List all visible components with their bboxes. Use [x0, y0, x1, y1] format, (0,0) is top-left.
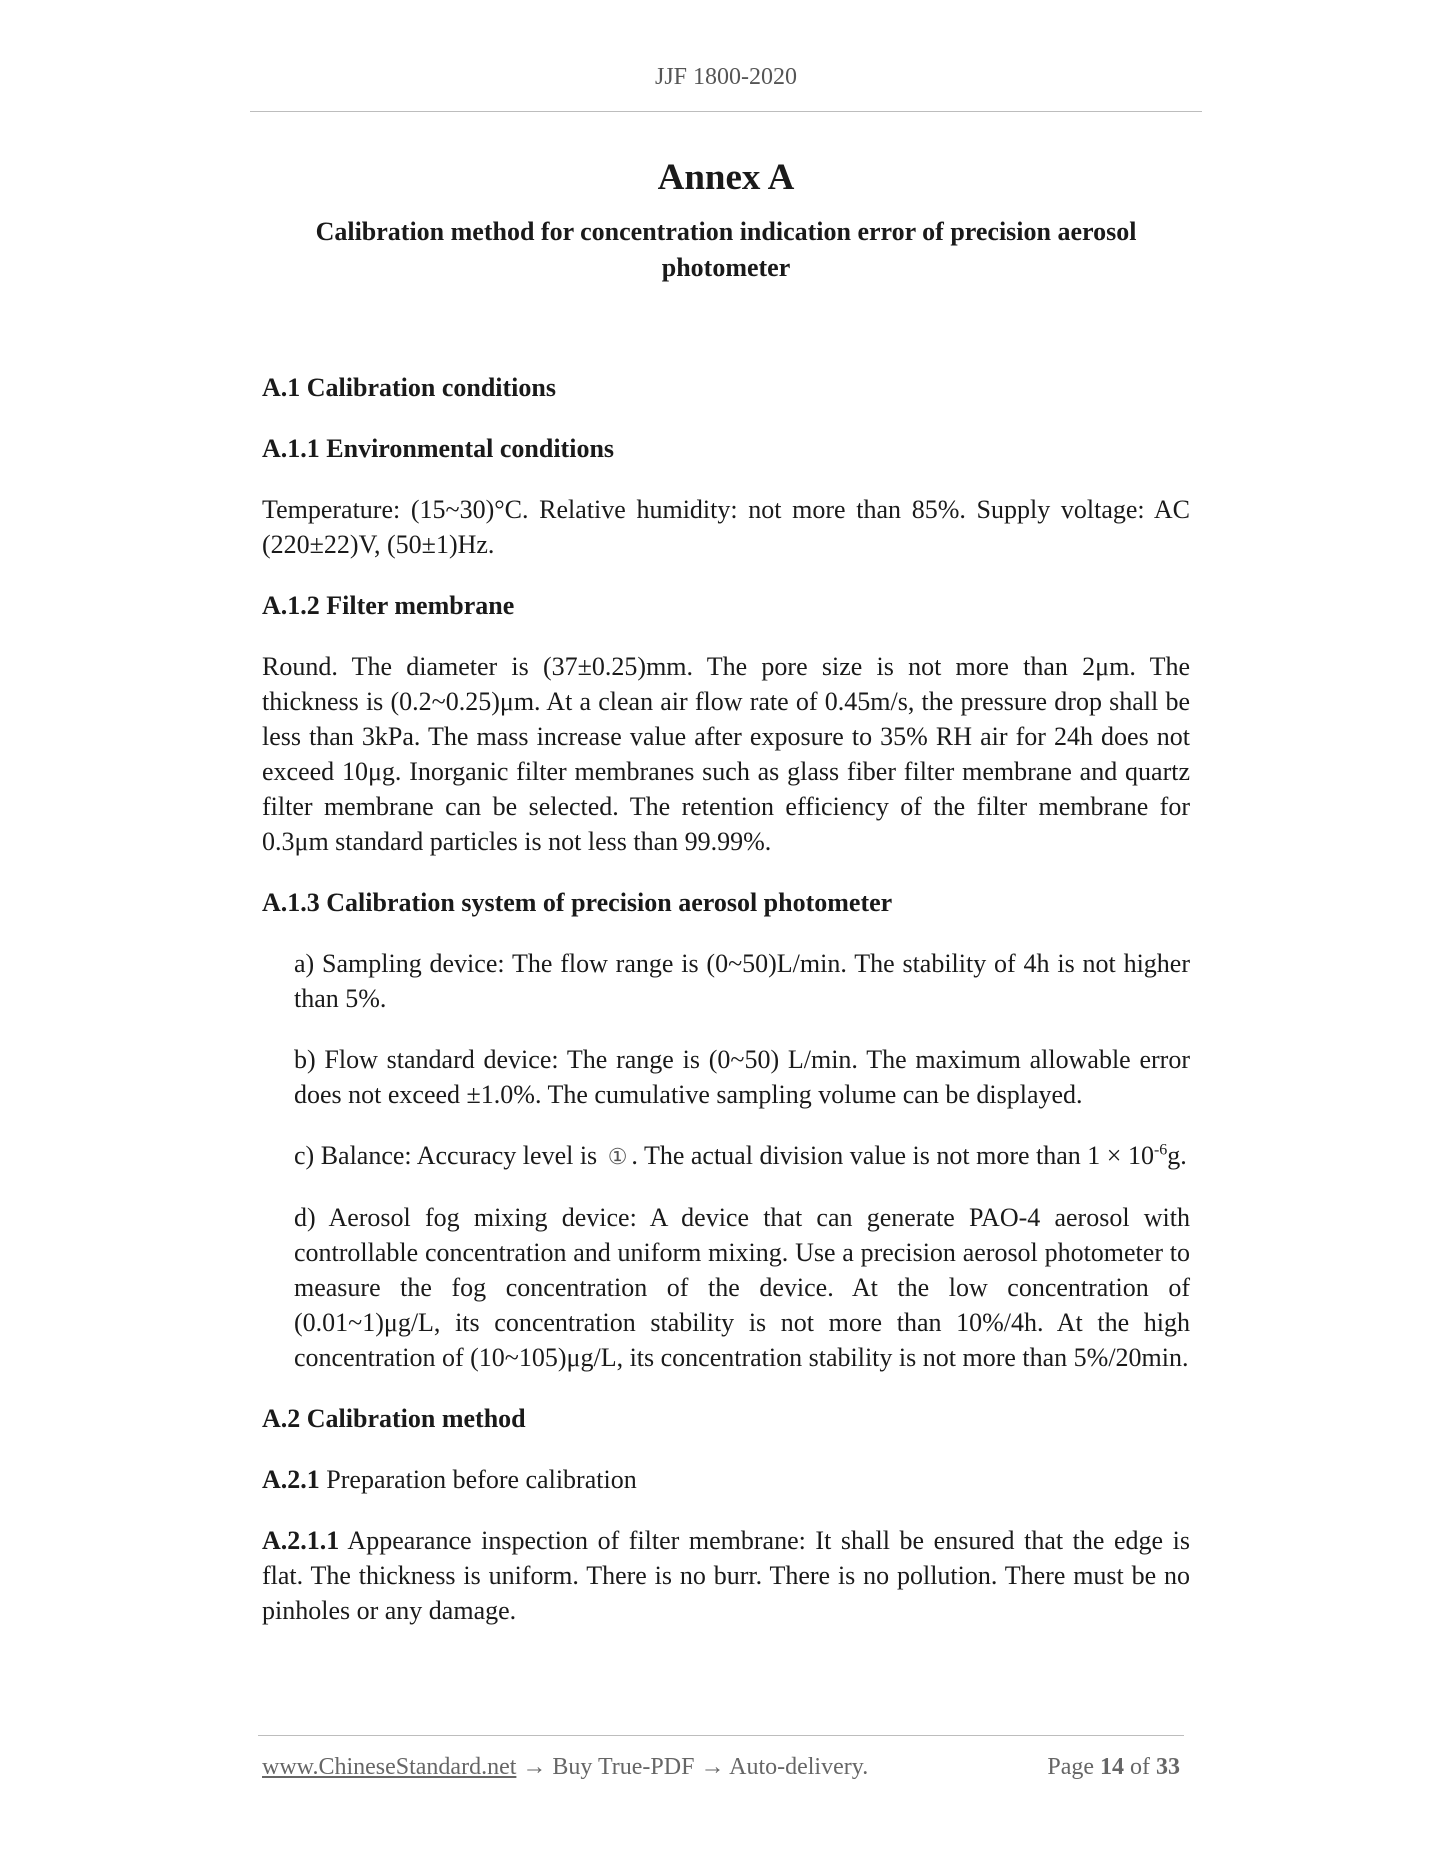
- section-heading-a2: A.2 Calibration method: [262, 1404, 526, 1433]
- list-item-flow-standard-device: b) Flow standard device: The range is (0~50) L/min. The maximum allowable error does not exceed ±1.0%. The cumulative sampling volume can be displayed.: [294, 1045, 1190, 1109]
- document-body: [262, 370, 1190, 1654]
- page-label: Page: [1047, 1754, 1094, 1780]
- annex-title: Annex A: [657, 157, 795, 198]
- footer-tagline: → Buy True-PDF → Auto-delivery.: [522, 1754, 869, 1780]
- page-number: 14: [1100, 1754, 1124, 1780]
- list-item-aerosol-mixing-device: d) Aerosol fog mixing device: A device that can generate PAO-4 aerosol with controllable concentration and uniform mixing. Use a precision aerosol photometer to measure the fog concentration of the device. At the low concentration of (0.01~1)μg/L, its concentration stability is not more than 10%/4h. At the high concentration of (10~105)μg/L, its concentration stability is not more than 5%/20min.: [294, 1203, 1190, 1372]
- paragraph-environmental: Temperature: (15~30)°C. Relative humidity: not more than 85%. Supply voltage: AC (220±22)V, (50±1)Hz.: [262, 495, 1190, 559]
- balance-text-start: c) Balance: Accuracy level is: [294, 1141, 598, 1170]
- paragraph-filter-membrane: Round. The diameter is (37±0.25)mm. The pore size is not more than 2μm. The thickness is (0.2~0.25)μm. At a clean air flow rate of 0.45m/s, the pressure drop shall be less than 3kPa. The mass increase value after exposure to 35% RH air for 24h does not exceed 10μg. Inorganic filter membranes such as glass fiber filter membrane and quartz filter membrane can be selected. The retention efficiency of the filter membrane for 0.3μm standard particles is not less than 99.99%.: [262, 652, 1190, 856]
- paragraph-a21: [262, 1462, 1190, 1497]
- balance-exponent: -6: [1153, 1141, 1168, 1159]
- annex-subtitle: Calibration method for concentration indication error of precision aerosol photometer: [315, 217, 1137, 282]
- section-heading-a13: A.1.3 Calibration system of precision aerosol photometer: [262, 888, 893, 917]
- accuracy-class-icon: ①: [607, 1144, 628, 1169]
- page-total: 33: [1156, 1754, 1180, 1780]
- footer-divider: [258, 1735, 1184, 1736]
- document-code-header: JJF 1800-2020: [654, 64, 798, 90]
- site-link[interactable]: www.ChineseStandard.net: [262, 1754, 517, 1780]
- page-of-label: of: [1130, 1754, 1150, 1780]
- list-item-sampling-device: a) Sampling device: The flow range is (0~50)L/min. The stability of 4h is not higher than 5%.: [294, 949, 1190, 1013]
- section-heading-a11: A.1.1 Environmental conditions: [262, 434, 615, 463]
- paragraph-a211: [262, 1523, 1190, 1628]
- clause-number-a21: A.2.1: [262, 1465, 320, 1494]
- section-heading-a1: A.1 Calibration conditions: [262, 373, 556, 402]
- section-heading-a12: A.1.2 Filter membrane: [262, 591, 515, 620]
- clause-text-a21: Preparation before calibration: [326, 1465, 637, 1494]
- balance-text-end: . The actual division value is not more than 1 × 10: [631, 1141, 1154, 1170]
- balance-unit: g.: [1167, 1141, 1187, 1170]
- clause-text-a211: Appearance inspection of filter membrane: It shall be ensured that the edge is flat. The thickness is uniform. There is no burr. There is no pollution. There must be no pinholes or any damage.: [262, 1526, 1190, 1625]
- footer-promo: [262, 1754, 868, 1781]
- header-divider: [250, 111, 1202, 112]
- list-item-balance: [262, 1138, 1190, 1174]
- clause-number-a211: A.2.1.1: [262, 1526, 340, 1555]
- page-indicator: [1047, 1754, 1180, 1781]
